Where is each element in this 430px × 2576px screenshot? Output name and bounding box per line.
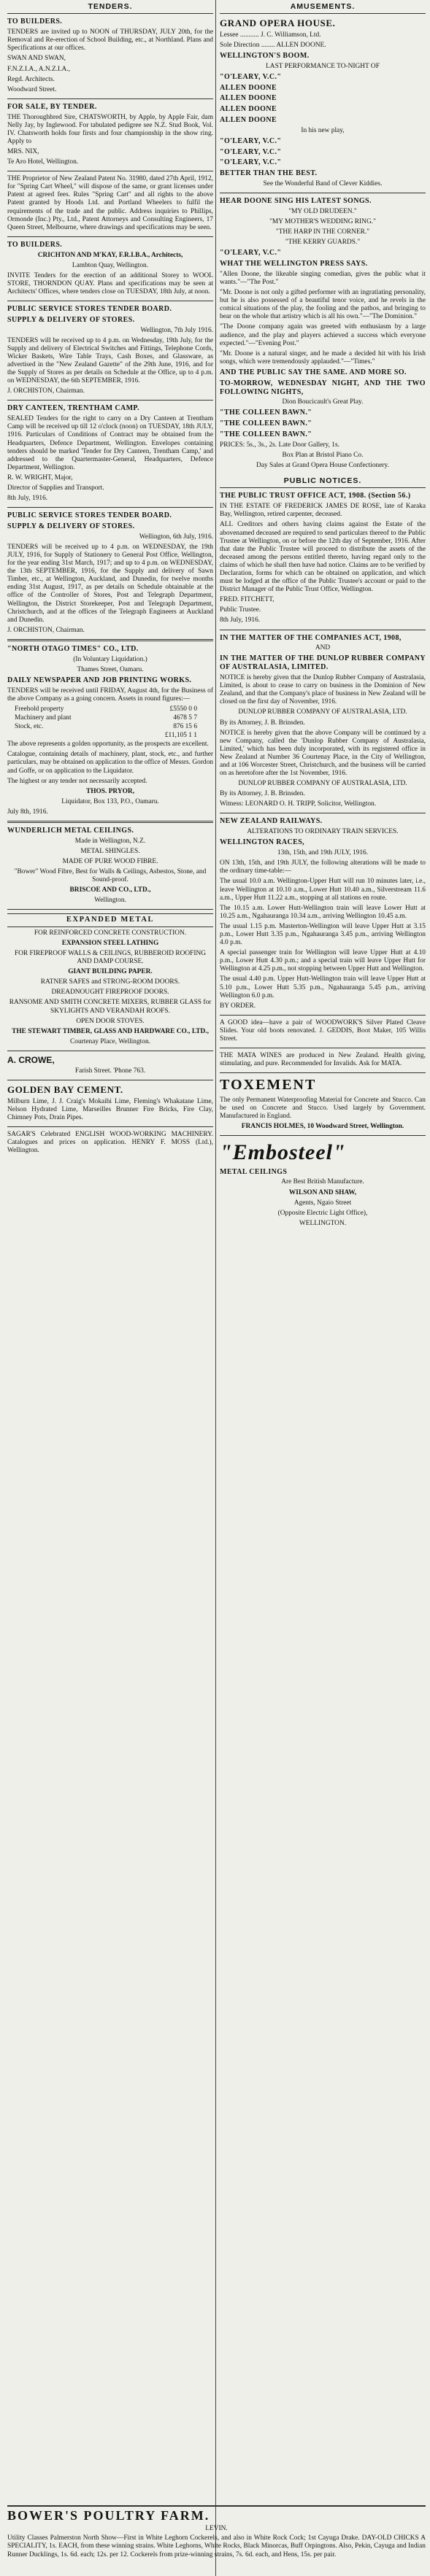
ad-colleen: "THE COLLEEN BAWN." — [220, 409, 312, 417]
ad-line: RATNER SAFES and STRONG-ROOM DOORS. — [40, 978, 180, 986]
ad-item: The usual 10.0 a.m. Wellington-Upper Hutt will run 10 minutes later, i.e., leave Wellington at 10.10 a.m., Lower Hutt 10.40 a.m., Silverstream 11.6 a.m., Upper Hutt 11.22 a.m., stopping at all stations en route. — [220, 878, 426, 902]
divider — [7, 236, 213, 237]
ad-sign: J. ORCHISTON, Chairman. — [7, 626, 85, 634]
divider — [7, 909, 213, 910]
ad-item: A special passenger train for Wellington will leave Upper Hutt at 4.10 p.m., Lower Hutt 4.30 p.m.; and a special train will leave Upper Hutt for Wellington at 4.25 p.m., not stopping between Upper Hutt and Wellington. — [220, 949, 426, 973]
ad-heading: DRY CANTEEN, TRENTHAM CAMP. — [7, 404, 139, 413]
ad-heading: "NORTH OTAGO TIMES" CO., LTD. — [7, 644, 139, 653]
ad-date: July 8th, 1916. — [7, 808, 48, 816]
divider — [7, 821, 213, 823]
ad-body: SAGAR'S Celebrated ENGLISH WOOD-WORKING MACHINERY. Catalogues and prices on application. HENRY F. MOSS (Ltd.), Wellington. — [7, 1130, 213, 1154]
tenders-header: TENDERS. — [7, 0, 213, 14]
ad-song: "MY MOTHER'S WEDDING RING." — [269, 218, 376, 226]
ad-last: LAST PERFORMANCE TO-NIGHT OF — [266, 62, 380, 70]
ad-wunderlich — [7, 827, 213, 905]
ad-line: EXPANSION STEEL LATHING — [61, 939, 159, 947]
ad-cleave — [220, 1019, 426, 1043]
asset-total-amount: £11,105 1 1 — [164, 732, 197, 740]
ad-star: ALLEN DOONE — [220, 83, 277, 92]
ad-heading-2: DAILY NEWSPAPER AND JOB PRINTING WORKS. — [7, 676, 192, 684]
ad-heading: TO BUILDERS. — [7, 240, 63, 249]
ad-heading: BOWER'S POULTRY FARM. — [7, 2508, 210, 2523]
ad-heading: PUBLIC SERVICE STORES TENDER BOARD. — [7, 511, 172, 520]
ad-grand-opera-house — [220, 18, 426, 470]
ad-sign: THOS. PRYOR, — [85, 787, 135, 795]
ad-sign-2: By its Attorney, J. B. Brinsden. — [220, 719, 305, 727]
ad-song: "THE KERRY GUARDS." — [285, 239, 361, 247]
ad-sub: (In Voluntary Liquidation.) — [73, 655, 147, 663]
ad-firm-3: Regd. Architects. — [7, 75, 55, 83]
ad-sagars — [7, 1131, 213, 1155]
divider — [7, 507, 213, 508]
ad-star-line: ALLEN DOONE — [220, 115, 277, 124]
ad-line: METAL SHINGLES. — [80, 847, 140, 855]
ad-body: ALL Creditors and others having claims against the Estate of the abovenamed deceased are required to send particulars thereof to the Public Trustee at Wellington, on or before the 12th day of September, 1916. After that date the Public Trustee will proceed to distribute the assets of the deceased among the persons entitled thereto, having regard only to the claims of which he shall then have had notice. Claims are to be verified by Declaration, forms for which can be obtained on application, and which must be lodged at the office of the Public Trustee's account or paid to the District Manager of the Public Trust Office, Wellington. — [220, 521, 426, 594]
divider — [7, 639, 213, 641]
ad-agents-3: (Opposite Electric Light Office), — [277, 1209, 368, 1217]
ad-city: WELLINGTON. — [299, 1219, 347, 1227]
ad-agents-2: Agents, Ngaio Street — [293, 1199, 352, 1207]
ad-witness: Witness: LEONARD O. H. TRIPP, Solicitor, Wellington. — [220, 800, 377, 808]
ad-item: The usual 4.40 p.m. Upper Hutt-Wellington train will leave Upper Hutt at 5.10 p.m., Lower Hutt 5.35 p.m., Ngahauranga 5.45 p.m., arriving Wellington 6.0 p.m. — [220, 975, 426, 999]
ad-heading: EXPANDED METAL — [7, 913, 213, 927]
ad-sub: FOR REINFORCED CONCRETE CONSTRUCTION. — [34, 929, 187, 937]
ad-sub: LEVIN. — [205, 2525, 228, 2533]
ad-subheading: SUPPLY & DELIVERY OF STORES. — [7, 522, 135, 530]
ad-line: RANSOME AND SMITH CONCRETE MIXERS, RUBBER GLASS for SKYLIGHTS AND VERANDAH ROOFS. — [9, 999, 212, 1015]
ad-play-line: "O'LEARY, V.C." — [220, 136, 282, 145]
column-rule — [215, 0, 216, 2576]
ad-item: The usual 1.15 p.m. Masterton-Wellington will leave Upper Hutt at 3.15 p.m., Lower Hutt 3.35 p.m., Ngahauranga 3.45 p.m., arriving Wellington 4.0 p.m. — [220, 922, 426, 947]
ad-revival: Dion Boucicault's Great Play. — [282, 398, 364, 406]
ad-body-3: Catalogue, containing details of machinery, plant, stock, etc., and further particulars, may be obtained on application to the office of Messrs. Gordon and Goffe, or on application to the Liquidator. — [7, 751, 213, 775]
asset-row — [15, 723, 197, 731]
ad-dateline: Wellington, 6th July, 1916. — [139, 533, 213, 541]
asset-item: Freehold property — [15, 705, 64, 713]
ad-see: See the Wonderful Band of Clever Kiddies. — [263, 180, 383, 188]
left-column — [7, 0, 213, 1157]
ad-sign: R. W. WRIGHT, Major, — [7, 473, 73, 481]
ad-body: THE Thoroughbred Sire, CHATSWORTH, by Apple, by Apple Fair, dam Nelly Jay, by Inglewood. For tabulated pedigree see N.Z. Stud Book, Vol. IV. Chatsworth holds four firsts and four championship in the show ring. Apply to — [7, 113, 213, 145]
ad-agents: WILSON AND SHAW, — [288, 1188, 357, 1196]
ad-body-2: NOTICE is hereby given that the above Company will be continued by a new Company, called the 'Dunlop Rubber Company of Australasia, Limited,' which has been duly incorporated, with its registered office in New Zealand at Number 36 Courtenay Place, in the City of Wellington, and at 106 Worcester Street, Christchurch, and the business will be carried on as heretofore after the 1st November, 1916. — [220, 729, 426, 778]
ad-body: Utility Classes Palmerston North Show—First in White Leghorn Cockerels, and also in White Rock Cock; 1st Cayuga Drake. DAY-OLD CHICKS A SPECIALITY, 1s. EACH, from these winning strains. White Leghorns, White Rocks, Black Minorcas, Buff Orpingtons. Also, Pekin, Cayuga and Indian Runner Ducklings, 1s. 6d. each; 12s. per 12. Cockerels from prize-winning strains, 7s. 6d. each, and Hens, 15s. per pair. — [7, 2534, 426, 2558]
ad-contact-2: Te Aro Hotel, Wellington. — [7, 158, 79, 166]
ad-prices: PRICES: 5s., 3s., 2s. Late Door Gallery, 1s. — [220, 441, 339, 449]
ad-heading: PUBLIC SERVICE STORES TENDER BOARD. — [7, 305, 172, 314]
ad-otago-times — [7, 645, 213, 816]
ad-heading: GOLDEN BAY CEMENT. — [7, 1084, 123, 1096]
ad-stores-tender-2 — [7, 511, 213, 635]
ad-address: Farish Street. 'Phone 763. — [74, 1067, 146, 1075]
ad-season: WELLINGTON'S BOOM. — [220, 51, 310, 60]
ad-firm: BRISCOE AND CO., LTD., — [69, 886, 151, 894]
ad-heading: THE PUBLIC TRUST OFFICE ACT, 1908. (Section 56.) — [220, 492, 411, 500]
ad-review: "The Doone company again was greeted with enthusiasm by a large audience, and the play and players achieved a success which everyone expected."—"Evening Post." — [220, 323, 426, 347]
ad-body: THE Proprietor of New Zealand Patent No. 31980, dated 27th April, 1912, for "Spring Cart Wheel," will dispose of the same, or grant licenses under Patent at agreed fees. Rules "Spring Cart" and all rights to the above Patent granted by Hoods Ltd. and Portland Wheelers to fulfil the requirements of the trade and the public. Address inquiries to Phillips, Ormonde (Inc.) Pty., Ltd., Patent Attorneys and Consulting Engineers, 17 Queen Street, Melbourne, where drawings and specifications may be seen. — [7, 175, 213, 231]
ad-sign: FRED. FITCHETT, — [220, 596, 274, 604]
ad-sign-3: DUNLOP RUBBER COMPANY OF AUSTRALASIA, LTD. — [238, 780, 407, 788]
ad-body-4: The highest or any tender not necessarily accepted. — [7, 777, 147, 785]
ad-lessee: Lessee ........... J. C. Williamson, Ltd. — [220, 31, 321, 39]
asset-row — [15, 714, 197, 722]
ad-body: TENDERS will be received up to 4 p.m. on Wednesday, 19th July, for the Supply and delivery of Electrical Switches and Fittings, Telephone Cords, Wicker Baskets, Wire Table Trays, Cash Boxes, and Glassware, as advertised in the "New Zealand Gazette" of the 29th June, 1916, and for the Supply of Stores as per details on Schedule at the Office, up to 4 p.m. on WEDNESDAY, the 6th SEPTEMBER, 1916. — [7, 336, 213, 385]
ad-estate: IN THE ESTATE OF FREDERICK JAMES DE ROSE, late of Karaka Bay, Wellington, retired carpenter, deceased. — [220, 503, 426, 519]
ad-body: INVITE Tenders for the erection of an additional Storey to WOOL STORE, THORNDON QUAY. Plans and specifications may be seen at Architects' Offices, where tenders close on TUESDAY, 18th July, at noon. — [7, 271, 213, 296]
ad-body: Milburn Lime, J. J. Craig's Mokaihi Lime, Fleming's Whakatane Lime, Nelson Hydrated Lime, Marseilles Brunner Fire Bricks, Fire Clay, Chimney Pots, Drain Pipes. — [7, 1097, 213, 1121]
ad-dates: 13th, 15th, and 19th JULY, 1916. — [277, 849, 369, 857]
divider — [7, 400, 213, 401]
ad-sign-2: Liquidator, Box 133, P.O., Oamaru. — [61, 797, 159, 805]
ad-hear: HEAR DOONE SING HIS LATEST SONGS. — [220, 197, 372, 206]
ad-heading-2: IN THE MATTER OF THE DUNLOP RUBBER COMPANY OF AUSTRALASIA, LIMITED. — [220, 654, 426, 672]
ad-firm: CRICHTON AND M'KAY, F.R.I.B.A., Architects, — [37, 251, 183, 259]
ad-heading-2: WELLINGTON RACES, — [220, 838, 305, 847]
ad-date: 8th July, 1916. — [7, 495, 48, 503]
ad-line: "Bower" Wood Fibre, Best for Walls & Ceilings, Asbestos, Stone, and Sound-proof. — [14, 868, 207, 884]
ad-star-line: ALLEN DOONE — [220, 105, 277, 114]
ad-body: ON 13th, 15th, and 19th JULY, the following alterations will be made to the ordinary time-table:— — [220, 859, 426, 875]
right-column — [220, 0, 426, 1230]
ad-daysale: Day Sales at Grand Opera House Confectionery. — [256, 462, 389, 469]
asset-item: Stock, etc. — [15, 723, 44, 731]
ad-sign: J. ORCHISTON, Chairman. — [7, 387, 85, 395]
divider — [220, 1135, 426, 1136]
ad-subheading: SUPPLY & DELIVERY OF STORES. — [7, 315, 135, 324]
ad-song: "THE HARP IN THE CORNER." — [275, 228, 370, 236]
asset-amount: 4678 5 7 — [173, 713, 197, 722]
ad-line: DREADNOUGHT FIREPROOF DOORS. — [51, 989, 169, 997]
ad-public: AND THE PUBLIC SAY THE SAME. AND MORE SO. — [220, 368, 407, 376]
divider — [220, 1072, 426, 1073]
divider — [7, 1126, 213, 1127]
ad-heading: TO BUILDERS. — [7, 18, 63, 26]
ad-patent — [7, 175, 213, 232]
ad-sign: BY ORDER. — [220, 1002, 256, 1010]
ad-line: FOR FIREPROOF WALLS & CEILINGS, RUBBEROID ROOFING AND DAMP COURSE. — [14, 950, 207, 966]
ad-address: Woodward Street. — [7, 85, 57, 93]
ad-address: Courtenay Place, Wellington. — [70, 1037, 150, 1045]
ad-review: "Mr. Doone is a natural singer, and he made a decided hit with his Irish songs, which were tremendously applauded."—"Times." — [220, 349, 426, 365]
ad-sub: ALTERATIONS TO ORDINARY TRAIN SERVICES. — [247, 828, 399, 836]
divider — [7, 2505, 426, 2507]
ad-body: NOTICE is hereby given that the Dunlop Rubber Company of Australasia, Limited, is about to cease to carry on business in the Dominion of New Zealand, and that the Company's place of business in New Zealand will be closed on the first day of November, 1916. — [220, 674, 426, 706]
asset-item: Machinery and plant — [15, 713, 72, 722]
ad-agent: FRANCIS HOLMES, 10 Woodward Street, Wellington. — [241, 1123, 404, 1131]
ad-play: "O'LEARY, V.C." — [220, 72, 282, 81]
ad-firm: THE STEWART TIMBER, GLASS AND HARDWARE CO., LTD., — [12, 1027, 209, 1035]
ad-body: Are Best British Manufacture. — [281, 1178, 364, 1186]
ad-sign-4: By its Attorney, J. B. Brinsden. — [220, 790, 305, 798]
ad-crowe — [7, 1055, 213, 1075]
ad-body: A GOOD idea—have a pair of WOODWORK'S Silver Plated Cleave Slides. Your old boots renovated. J. GEDDIS, Boot Maker, 105 Willis Street. — [220, 1018, 426, 1043]
ad-box: Box Plan at Bristol Piano Co. — [282, 451, 364, 459]
ad-line: Made in Wellington, N.Z. — [74, 837, 146, 845]
divider — [220, 1015, 426, 1016]
ad-play-line: "O'LEARY, V.C." — [220, 158, 282, 167]
ad-line: GIANT BUILDING PAPER. — [68, 968, 153, 976]
ad-dateline: Wellington, 7th July 1916. — [140, 326, 213, 334]
public-notices-header: PUBLIC NOTICES. — [220, 474, 426, 488]
ad-play-2: "O'LEARY, V.C." — [220, 249, 282, 258]
ad-expanded-metal — [7, 913, 213, 1046]
ad-dry-canteen — [7, 404, 213, 503]
ad-body: THE MATA WINES are produced in New Zealand. Health giving, stimulating, and pure. Recommended for Invalids. Ask for MATA. — [220, 1052, 426, 1068]
ad-line: OPEN DOOR STOVES. — [76, 1017, 145, 1025]
ad-heading: WUNDERLICH METAL CEILINGS. — [7, 827, 134, 835]
ad-press: WHAT THE WELLINGTON PRESS SAYS. — [220, 260, 368, 268]
ad-heading: TOXEMENT — [220, 1077, 317, 1094]
ad-director: Sole Direction ........ ALLEN DOONE. — [220, 41, 326, 49]
ad-firm: SWAN AND SWAN, — [7, 55, 66, 63]
ad-review: "Allen Doone, the likeable singing comedian, gives the public what it wants."—"The Post." — [220, 270, 426, 286]
ad-stores-tender-1 — [7, 305, 213, 395]
ad-mata-wines — [220, 1052, 426, 1068]
ad-sign-2: Public Trustee. — [220, 606, 261, 614]
ad-firm-2: F.N.Z.I.A., A.N.Z.I.A., — [7, 65, 70, 73]
ad-sign-2: Director of Supplies and Transport. — [7, 484, 104, 492]
ad-toxement — [220, 1077, 426, 1131]
ad-bowers-poultry-farm — [7, 2508, 426, 2561]
ad-address: Lambton Quay, Wellington. — [72, 261, 149, 269]
ad-heading: GRAND OPERA HOUSE. — [220, 18, 336, 29]
asset-total — [15, 732, 197, 740]
ad-heading: FOR SALE, BY TENDER. — [7, 102, 97, 111]
asset-amount: 876 15 6 — [173, 723, 197, 731]
ad-review: "Mr. Doone is not only a gifted performer with an ingratiating personality, but he is also possessed of a beautiful tenor voice, and he revels in the comical situations of the play, the fooling and the pathos, and bringing to bear on the whole that artistry which is all his own."—"The Dominion." — [220, 289, 426, 321]
ad-item: The 10.15 a.m. Lower Hutt-Wellington train will leave Lower Hutt at 10.25 a.m., Ngahauranga 10.34 a.m., arriving Wellington 10.45 a.m. — [220, 904, 426, 920]
ad-sub: METAL CEILINGS — [220, 1167, 288, 1176]
divider — [7, 98, 213, 99]
ad-golden-bay — [7, 1084, 213, 1122]
ad-heading: NEW ZEALAND RAILWAYS. — [220, 817, 323, 826]
ad-body: SEALED Tenders for the right to carry on a Dry Canteen at Trentham Camp will be received up till 12 o'clock (noon) on TUESDAY, 18th JULY, 1916. Particulars of Conditions of Contract may be obtained from the Headquarters, Defence Department, Wellington. Envelopes containing tenders should be marked 'Tender for Dry Canteen, Trentham Camp,' and addressed to the Quartermaster-General, Headquarters, Defence Department, Wellington. — [7, 415, 213, 471]
ad-body-2: The above represents a golden opportunity, as the prospects are excellent. — [7, 740, 209, 749]
asset-row — [15, 705, 197, 713]
ad-star-line: ALLEN DOONE — [220, 94, 277, 103]
ad-contact: MRS. NIX, — [7, 148, 39, 155]
ad-address: Thames Street, Oamaru. — [77, 665, 144, 673]
ad-sign: DUNLOP RUBBER COMPANY OF AUSTRALASIA, LTD. — [238, 708, 407, 716]
ad-heading: "Embosteel" — [220, 1140, 346, 1165]
asset-list — [7, 705, 213, 740]
ad-body: The only Permanent Waterproofing Material for Concrete and Stucco. Can be used on Concrete and Stucco. Used largely by Government. Manufactured in England. — [220, 1096, 426, 1121]
ad-firm-2: Wellington. — [94, 897, 126, 905]
ad-play-line: "O'LEARY, V.C." — [220, 147, 282, 156]
ad-heading: IN THE MATTER OF THE COMPANIES ACT, 1908, — [220, 633, 402, 642]
ad-in-play: In his new play, — [301, 126, 345, 134]
ad-line: MADE OF PURE WOOD FIBRE. — [62, 857, 158, 865]
ad-for-sale-tender — [7, 103, 213, 166]
ad-colleen: "THE COLLEEN BAWN." — [220, 419, 312, 428]
ad-body: TENDERS will be received until FRIDAY, August 4th, for the Business of the above Company as a going concern. Assets in round figures:— — [7, 686, 213, 703]
ad-song: "MY OLD DRUDEEN." — [288, 207, 357, 215]
ad-to-builders-swan — [7, 18, 213, 93]
ad-better: BETTER THAN THE BEST. — [220, 169, 318, 178]
ad-railways — [220, 817, 426, 1010]
ad-tomorrow: TO-MORROW, WEDNESDAY NIGHT, AND THE TWO FOLLOWING NIGHTS, — [220, 379, 426, 396]
ad-body: TENDERS will be received up to 4 p.m. on WEDNESDAY, the 19th JULY, 1916, for Supply of Stationery to General Post Office, Wellington, for the year ending 31st March, 1917; and up to 4 p.m. on WEDNESDAY, the 13th SEPTEMBER, 1916, for the Supply and delivery of Sawn Timber, etc., at Wellington, Auckland, and Dunedin, for twelve months ending 31st August, 1917, as per details on Schedule obtainable at the office of the Controller of Stores, Post and Telegraph Department, Wellington, the District Storekeeper, Post and Telegraph Department, Christchurch, and at the offices of the Telegraph Engineers at Auckland and Dunedin. — [7, 543, 213, 624]
ad-to-builders-crichton — [7, 241, 213, 296]
ad-dunlop — [220, 634, 426, 809]
ad-public-trust — [220, 492, 426, 624]
ad-embosteel — [220, 1140, 426, 1228]
asset-amount: £5550 0 0 — [169, 705, 197, 713]
ad-body: TENDERS are invited up to NOON of THURSDAY, JULY 20th, for the Removal and Re-erection of School Building, etc., at Northland. Plans and Specifications at our offices. — [7, 28, 213, 53]
ad-and: AND — [315, 644, 331, 652]
ad-colleen: "THE COLLEEN BAWN." — [220, 430, 312, 439]
ad-heading: A. CROWE, — [7, 1054, 55, 1065]
amusements-header: AMUSEMENTS. — [220, 0, 426, 14]
ad-date: 8th July, 1916. — [220, 616, 261, 624]
